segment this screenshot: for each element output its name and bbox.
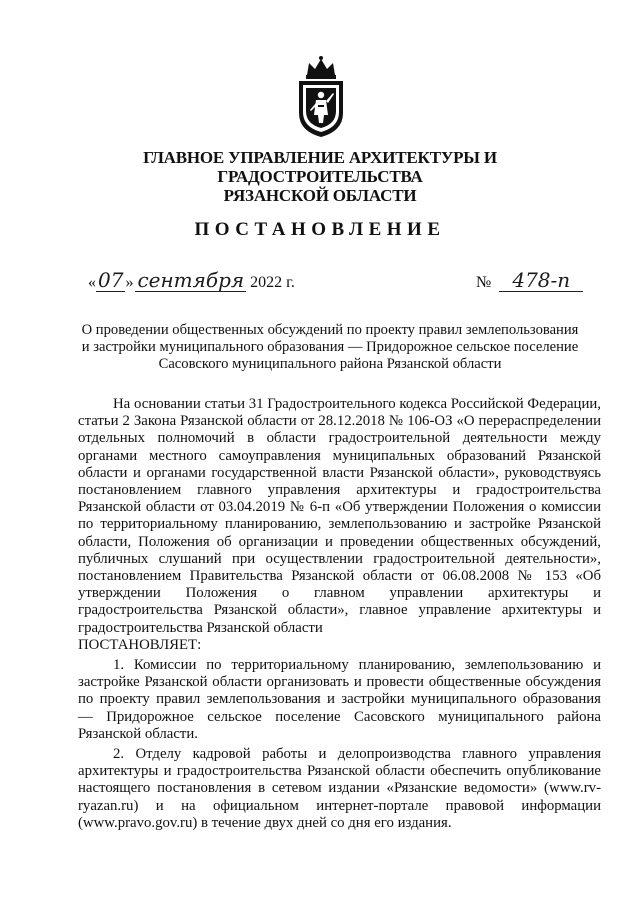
subject-line3: Сасовского муниципального района Рязанской области [158,356,502,372]
body-item-1: 1. Комиссии по территориальному планированию, землепользованию и застройке Рязанской области организовать и провести общественные обсуждения по проекту правил землепользования и застройки муниципального образования — Придорожное сельское поселение Сасовского муниципального района Рязанской области. [78,657,601,742]
agency-name [40,148,600,205]
document-number [476,262,583,292]
number-value-handwritten: 478-п [499,269,583,292]
date-month-handwritten: сентября [137,268,245,292]
document-subject [60,322,600,373]
date-day-handwritten: 07 [98,268,124,292]
date-close-quote: » [125,274,134,291]
agency-name-line1: ГЛАВНОЕ УПРАВЛЕНИЕ АРХИТЕКТУРЫ И ГРАДОСТРОИТЕЛЬСТВА [143,148,497,186]
document-body [78,396,601,832]
body-decree-word: ПОСТАНОВЛЯЕТ: [78,636,202,653]
document-type-title: ПОСТАНОВЛЕНИЕ [194,219,446,240]
body-item-2: 2. Отделу кадровой работы и делопроизводства главного управления архитектуры и градостроительства Рязанской области обеспечить опубликование настоящего постановления в сетевом издании «Рязанские ведомости» (www.rv-ryazan.ru) и на официальном интернет-портале правовой информации (www.pravo.gov.ru) в течение двух дней со дня его издания. [78,746,601,831]
subject-line1: О проведении общественных обсуждений по проекту правил землепользования [81,322,579,338]
body-preamble: На основании статьи 31 Градостроительного кодекса Российской Федерации, статьи 2 Закона Рязанской области от 28.12.2018 № 106-ОЗ «О перераспределении отдельных полномочий в области градостроительной деятельности между органами местного самоуправления муниципальных образований Рязанской области и органами государственной власти Рязанской области», руководствуясь постановлением главного управления архитектуры и градостроительства Рязанской области от 03.04.2019 № 6-п «Об утверждении Положения о комиссии по территориальному планированию, землепользованию и застройке Рязанской области, Положения об организации и проведении общественных обсуждений, публичных слушаний при осуществлении градостроительной деятельности», постановлением Правительства Рязанской области от 06.08.2008 № 153 «Об утверждении Положения о главном управлении архитектуры и градостроительства Рязанской области», главное управление архитектуры и градостроительства Рязанской области [78,396,601,636]
ryazan-coat-of-arms-icon [293,55,349,139]
date-open-quote: « [88,274,96,291]
date-year: 2022 г. [250,274,295,291]
subject-line2: и застройки муниципального образования — Придорожное сельское поселение [81,339,579,355]
agency-name-line2: РЯЗАНСКОЙ ОБЛАСТИ [223,186,417,205]
number-prefix: № [476,274,492,291]
document-date [88,262,295,292]
